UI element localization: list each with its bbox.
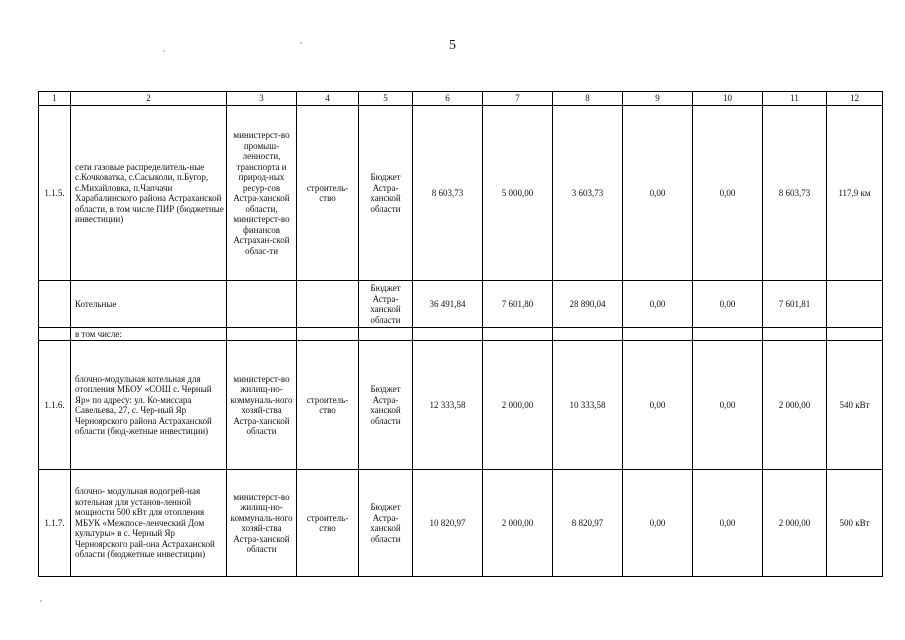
object-name: сети газовые распределитель-ные с.Кочковатка, с.Сасыколи, п.Бугор, с.Михайловка, п.Чапчачи Харабалинского района Астраханской области, в том числе ПИР (бюджетные инвестиции) [71,106,227,281]
header-cell: 11 [763,92,827,106]
value-col-10: 0,00 [693,281,763,328]
funding-source: Бюджет Астра-ханской области [359,281,413,328]
row-code [39,328,71,341]
value-col-10: 0,00 [693,106,763,281]
header-cell: 12 [827,92,883,106]
value-col-11 [763,328,827,341]
work-type [297,328,359,341]
value-col-8: 10 333,58 [553,341,623,470]
funding-source: Бюджет Астра-ханской области [359,341,413,470]
header-cell: 10 [693,92,763,106]
header-cell: 6 [413,92,483,106]
value-col-9: 0,00 [623,470,693,577]
header-cell: 2 [71,92,227,106]
executor: министерст-во промыш-ленности, транспорта и природ-ных ресур-сов Астра-ханской области, министерст-во финансов Астрахан-ской облас-ти [227,106,297,281]
object-name: блочно- модульная водогрей-ная котельная для установ-ленной мощности 500 кВт для отопления МБУК «Межпосе-ленческий Дом культуры» в с. Черный Яр Черноярского рай-она Астраханской области (бюджетные инвестиции) [71,470,227,577]
value-col-6: 12 333,58 [413,341,483,470]
value-col-11: 2 000,00 [763,470,827,577]
value-col-8: 3 603,73 [553,106,623,281]
header-cell: 1 [39,92,71,106]
scan-speck [300,42,302,44]
value-col-7: 2 000,00 [483,470,553,577]
work-type: строитель-ство [297,106,359,281]
header-cell: 5 [359,92,413,106]
value-col-9 [623,328,693,341]
value-col-11: 7 601,81 [763,281,827,328]
page-number: 5 [449,38,456,53]
budget-table [38,91,883,577]
row-code [39,281,71,328]
value-col-9: 0,00 [623,106,693,281]
executor: министерст-во жилищ-но-коммуналь-ного хозяй-ства Астра-ханской области [227,341,297,470]
value-col-8: 8 820,97 [553,470,623,577]
value-col-11: 2 000,00 [763,341,827,470]
value-col-7: 2 000,00 [483,341,553,470]
funding-source: Бюджет Астра-ханской области [359,470,413,577]
executor [227,328,297,341]
value-col-6: 36 491,84 [413,281,483,328]
table-row [39,106,883,281]
value-col-6 [413,328,483,341]
executor: министерст-во жилищ-но-коммуналь-ного хозяй-ства Астра-ханской области [227,470,297,577]
header-cell: 8 [553,92,623,106]
capacity [827,281,883,328]
table-row [39,341,883,470]
value-col-10: 0,00 [693,470,763,577]
table-row [39,281,883,328]
work-type: строитель-ство [297,341,359,470]
value-col-8: 28 890,04 [553,281,623,328]
capacity: 500 кВт [827,470,883,577]
value-col-7 [483,328,553,341]
row-code: 1.1.6. [39,341,71,470]
scan-speck [40,600,42,602]
object-name: Котельные [71,281,227,328]
table-row [39,328,883,341]
value-col-11: 8 603,73 [763,106,827,281]
value-col-10: 0,00 [693,341,763,470]
header-cell: 3 [227,92,297,106]
value-col-6: 8 603,73 [413,106,483,281]
header-cell: 9 [623,92,693,106]
capacity [827,328,883,341]
row-code: 1.1.7. [39,470,71,577]
work-type [297,281,359,328]
row-code: 1.1.5. [39,106,71,281]
executor [227,281,297,328]
header-cell: 4 [297,92,359,106]
value-col-9: 0,00 [623,341,693,470]
value-col-9: 0,00 [623,281,693,328]
capacity: 117,9 км [827,106,883,281]
funding-source: Бюджет Астра-ханской области [359,106,413,281]
scan-speck [163,50,165,52]
value-col-8 [553,328,623,341]
work-type: строитель-ство [297,470,359,577]
header-cell: 7 [483,92,553,106]
value-col-7: 7 601,80 [483,281,553,328]
table-row [39,470,883,577]
value-col-10 [693,328,763,341]
object-name: в том числе: [71,328,227,341]
funding-source [359,328,413,341]
capacity: 540 кВт [827,341,883,470]
value-col-7: 5 000,00 [483,106,553,281]
object-name: блочно-модульная котельная для отопления МБОУ «СОШ с. Черный Яр» по адресу: ул. Ко-миссара Савельева, 27, с. Чер-ный Яр Черноярского района Астраханской области (бюд-жетные инвестиции) [71,341,227,470]
value-col-6: 10 820,97 [413,470,483,577]
table-header-row [39,92,883,106]
